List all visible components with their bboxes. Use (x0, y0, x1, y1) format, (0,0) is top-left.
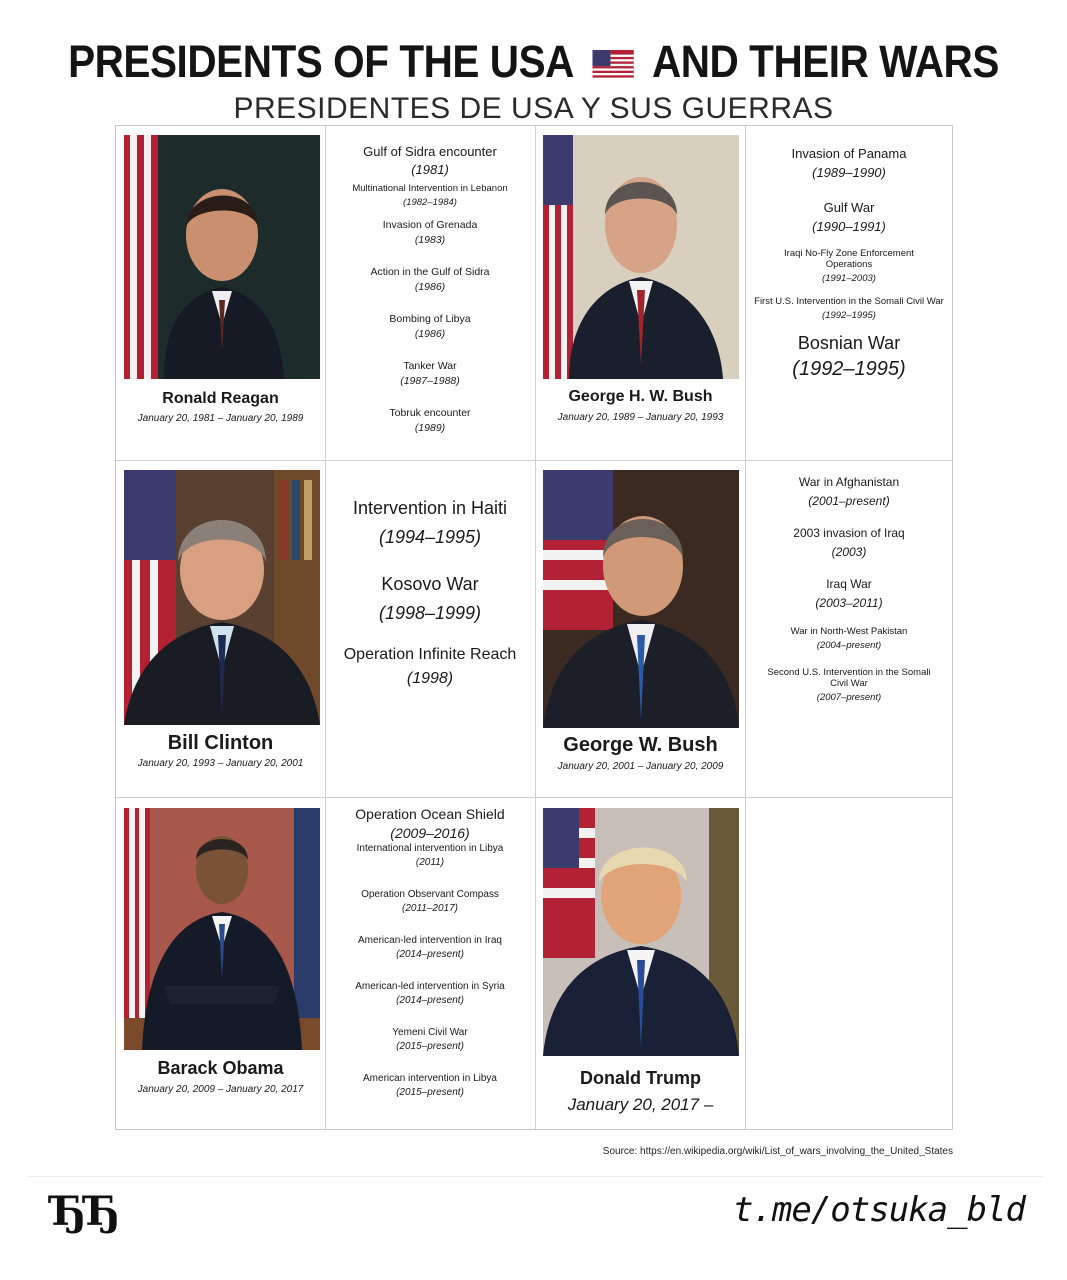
war-item: Invasion of Grenada (1983) (382, 219, 478, 246)
president-term: January 20, 2017 – (567, 1095, 714, 1114)
grid-divider (116, 460, 952, 461)
war-item: American intervention in Libya (2015–present) (363, 1073, 497, 1098)
grid-divider (745, 126, 746, 1129)
president-name: Ronald Reagan (162, 390, 279, 407)
president-portrait-bush-junior (543, 470, 739, 728)
president-portrait-clinton (124, 470, 320, 725)
president-name: Barack Obama (157, 1058, 284, 1078)
war-item: International intervention in Libya (2011) (356, 843, 504, 868)
war-item: Tanker War (1987–1988) (400, 360, 460, 387)
president-portrait-obama (124, 808, 320, 1050)
president-term: January 20, 2001 – January 20, 2009 (557, 761, 724, 772)
war-item: Bombing of Libya (1986) (389, 313, 471, 340)
war-item: Iraq War (2003–2011) (815, 577, 883, 610)
president-term: January 20, 1981 – January 20, 1989 (137, 413, 304, 424)
war-list (328, 498, 532, 688)
president-term: January 20, 2009 – January 20, 2017 (137, 1084, 304, 1095)
president-name: Donald Trump (580, 1068, 701, 1088)
war-item: Gulf of Sidra encounter (1981) (363, 144, 497, 177)
president-name: Bill Clinton (167, 732, 274, 754)
presidents-grid (115, 125, 953, 1130)
grid-divider (116, 797, 952, 798)
page-subtitle: PRESIDENTES DE USA Y SUS GUERRAS (233, 92, 834, 125)
war-item: Invasion of Panama (1989–1990) (791, 146, 907, 180)
war-item: War in North-West Pakistan (2004–present) (790, 626, 908, 651)
war-item: Second U.S. Intervention in the Somali Civil War (2007–present) (767, 667, 931, 703)
title-left: PRESIDENTS OF THE USA (68, 36, 573, 87)
war-item: First U.S. Intervention in the Somali Civil War (1992–1995) (754, 296, 944, 321)
president-portrait-bush-senior (543, 135, 739, 379)
war-list (748, 475, 950, 703)
channel-logo: ЂЂ (50, 1188, 119, 1235)
title-right: AND THEIR WARS (651, 36, 999, 87)
president-name: George H. W. Bush (568, 388, 713, 405)
grid-divider (325, 126, 326, 1129)
president-portrait-reagan (124, 135, 320, 379)
war-item: Kosovo War (1998–1999) (378, 574, 482, 623)
page-title (53, 36, 1013, 91)
war-item: Operation Observant Compass (2011–2017) (361, 889, 499, 914)
war-list (748, 146, 950, 381)
war-item: 2003 invasion of Iraq (2003) (793, 526, 905, 559)
war-item: American-led intervention in Syria (2014–present) (355, 981, 505, 1006)
war-item: Operation Infinite Reach (1998) (343, 646, 517, 687)
president-term: January 20, 1989 – January 20, 1993 (557, 412, 724, 423)
war-item: American-led intervention in Iraq (2014–present) (358, 935, 502, 960)
war-item: Intervention in Haiti (1994–1995) (352, 498, 508, 547)
war-list (328, 144, 532, 434)
us-flag-icon (592, 39, 633, 91)
war-item: Operation Ocean Shield (2009–2016) (355, 806, 505, 841)
president-term: January 20, 1993 – January 20, 2001 (137, 758, 304, 769)
war-item: Iraqi No-Fly Zone Enforcement Operations (1991–2003) (784, 248, 914, 284)
war-item: Tobruk encounter (1989) (389, 407, 471, 434)
war-item: War in Afghanistan (2001–present) (798, 475, 900, 508)
president-name: George W. Bush (563, 734, 718, 756)
president-portrait-trump (543, 808, 739, 1056)
war-item: Multinational Intervention in Lebanon (1982–1984) (352, 183, 508, 208)
grid-divider (535, 126, 536, 1129)
channel-handle: t.me/otsuka_bld (732, 1190, 1025, 1230)
war-list (328, 806, 532, 1098)
war-item: Bosnian War (1992–1995) (792, 333, 906, 380)
war-item: Gulf War (1990–1991) (812, 200, 886, 234)
footer-divider (28, 1176, 1043, 1177)
source-citation: Source: https://en.wikipedia.org/wiki/List_of_wars_involving_the_United_States (602, 1146, 953, 1157)
war-item: Action in the Gulf of Sidra (1986) (370, 266, 490, 293)
war-item: Yemeni Civil War (2015–present) (392, 1027, 468, 1052)
